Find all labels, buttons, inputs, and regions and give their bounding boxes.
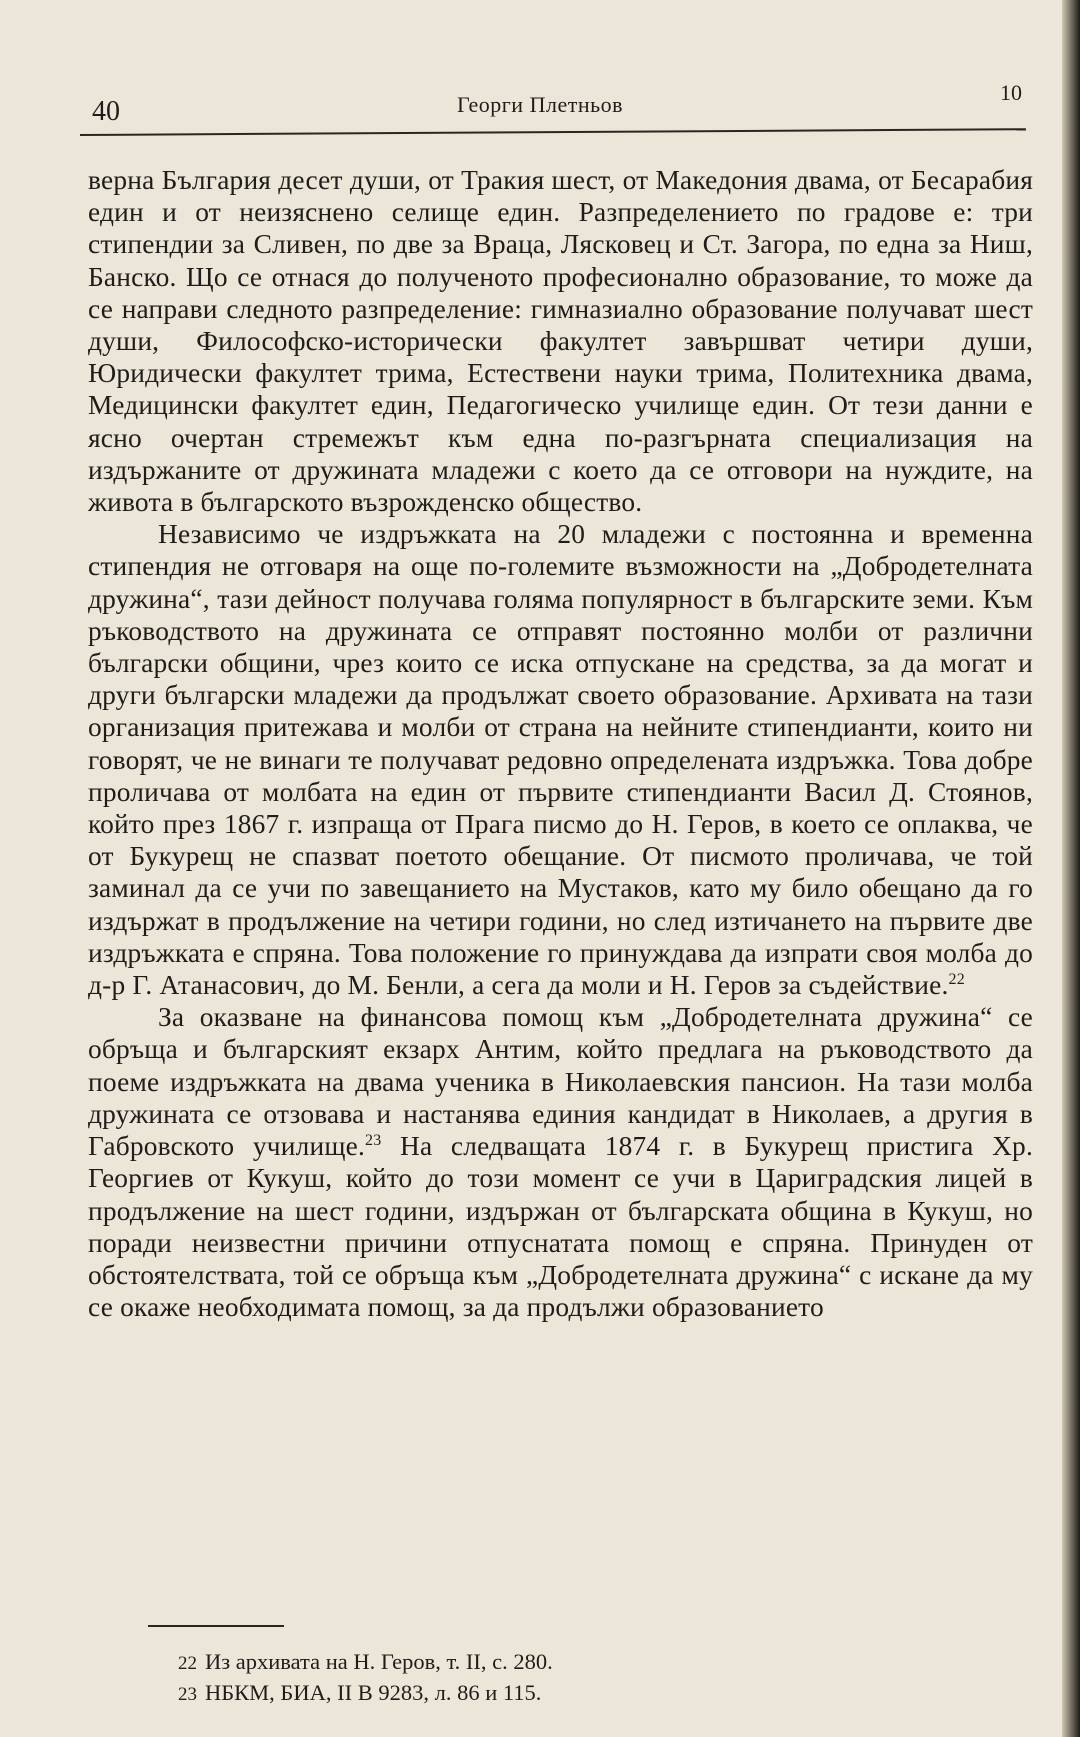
footnote-text: Из архивата на Н. Геров, т. II, с. 280.: [205, 1649, 553, 1674]
body-text: [88, 164, 1033, 1323]
header-rule: [80, 128, 1026, 136]
footnote-ref-22: 22: [948, 971, 965, 989]
sheet-mark: 10: [1000, 80, 1022, 105]
paragraph-3: [88, 1001, 1033, 1323]
paragraph-2-text: Независимо че издръжката на 20 младежи с постоянна и временна стипендия не отговаря на още по-големите възможности на „Добродетелната дружина“, тази дейност получава голяма популярност в българските земи. Към ръководството на дружината се отправят постоянно молби от различни български общини, чрез които се иска отпускане на средства, за да могат и други български младежи да продължат своето образование. Архивата на тази организация притежава и молби от страна на нейните стипендианти, които ни говорят, че не винаги те получават редовно определената издръжка. Това добре проличава от молбата на един от първите стипендианти Васил Д. Стоянов, който през 1867 г. изпраща от Прага писмо до Н. Геров, в което се оплаква, че от Букурещ не спазват поетото обещание. От писмото проличава, че той заминал да се учи по завещанието на Мустаков, като му било обещано да го издържат в продължение на четири години, но след изтичането на първите две издръжката е спряна. Това положение го принуждава да изпрати своя молба до д-р Г. Атанасович, до М. Бенли, а сега да моли и Н. Геров за съдействие.: [88, 519, 1033, 1001]
footnotes: [178, 1647, 998, 1709]
running-head: Георги Плетньов: [456, 92, 624, 117]
footnote-22: [178, 1647, 998, 1678]
paragraph-3-text-b: На следващата 1874 г. в Букурещ пристига Хр. Георгиев от Кукуш, който до този момент се учи в Цариградския лицей в продължение на шест години, издържан от българската община в Кукуш, но поради неизвестни причини отпуснатата помощ е спряна. Принуден от обстоятелствата, той се обръща към „Добродетелната дружина“ с искане да му се окаже необходимата помощ, за да продължи образованието: [88, 1131, 1033, 1323]
footnote-rule: [148, 1625, 284, 1627]
page-header: [0, 0, 1062, 150]
footnote-number: 22: [178, 1653, 197, 1674]
footnote-text: НБКМ, БИА, II В 9283, л. 86 и 115.: [205, 1680, 542, 1705]
footnote-23: [178, 1678, 998, 1709]
footnote-number: 23: [178, 1684, 197, 1705]
footnote-ref-23: 23: [365, 1132, 382, 1150]
paragraph-2: [88, 518, 1033, 1001]
page-number: 40: [92, 96, 120, 127]
paragraph-3-text-a: За оказване на финансова помощ към „Добродетелната дружина“ се обръща и българският екзарх Антим, който предлага на ръководството да поеме издръжката на двама ученика в Николаевския пансион. На тази молба дружината се отзовава и настанява единия кандидат в Николаев, а другия в Габровското училище.: [88, 1002, 1033, 1162]
page-edge: [1062, 0, 1080, 1737]
paragraph-1: верна България десет души, от Тракия шест, от Македония двама, от Бесарабия един и от неизяснено селище един. Разпределението по градове е: три стипендии за Сливен, по две за Враца, Лясковец и Ст. Загора, по една за Ниш, Банско. Що се отнася до полученото професионално образование, то може да се направи следното разпределение: гимназиално образование получават шест души, Философско-исторически факултет завършват четири души, Юридически факултет трима, Естествени науки трима, Политехника двама, Медицински факултет един, Педагогическо училище един. От тези данни е ясно очертан стремежът към една по-разгърната специализация на издържаните от дружината младежи с което да се отговори на нуждите, на живота в българското възрожденско общество.: [88, 165, 1033, 518]
